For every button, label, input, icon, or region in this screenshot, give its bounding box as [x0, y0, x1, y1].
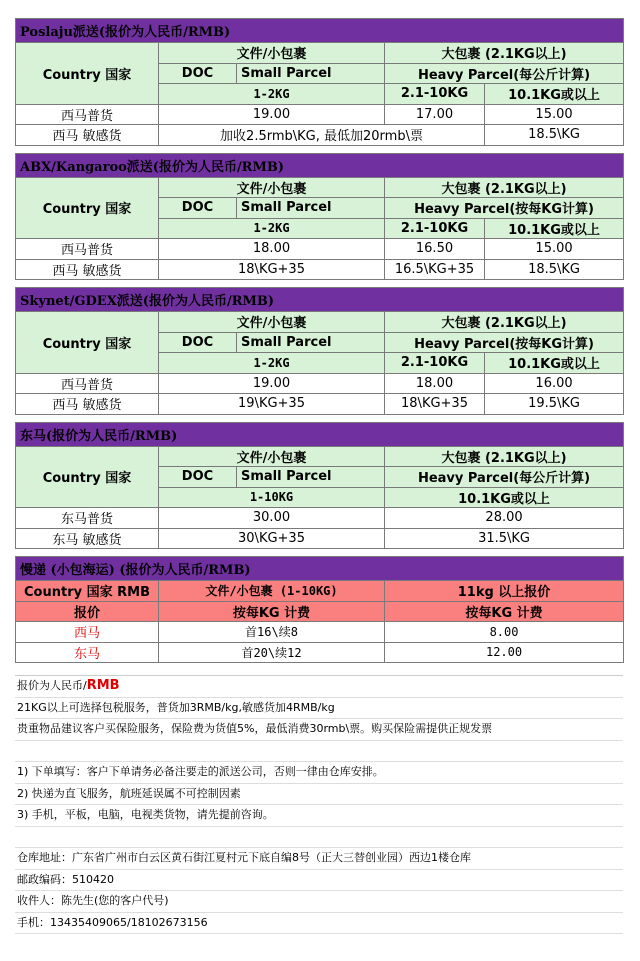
- group1-header: 文件/小包裹 (1-10KG): [159, 581, 385, 602]
- price-cell: 15.00: [485, 239, 624, 260]
- price-cell: 18\KG+35: [385, 394, 485, 415]
- price-cell: 30\KG+35: [159, 528, 385, 549]
- notes-block: [15, 675, 623, 934]
- row-country: 西马 敏感货: [16, 259, 159, 280]
- row-country: 西马普货: [16, 373, 159, 394]
- section-header: [16, 153, 624, 177]
- country-header: Country 国家: [16, 177, 159, 239]
- doc-header: DOC: [159, 332, 237, 353]
- note-line: 1) 下单填写：客户下单请务必备注要走的派送公司，否则一律由仓库安排。: [15, 762, 623, 784]
- header-row: [16, 601, 624, 622]
- group2-header: 大包裹 (2.1KG以上): [385, 312, 624, 333]
- table-row: [16, 528, 624, 549]
- section-title: ABX/Kangaroo派送(报价为人民币/RMB): [16, 153, 624, 177]
- doc-header: DOC: [159, 198, 237, 219]
- note-line: [15, 827, 623, 849]
- section-spacer: [16, 549, 624, 557]
- group1-subheader: 按每KG 计费: [159, 601, 385, 622]
- table-row: [16, 125, 624, 146]
- table-cell: [16, 549, 624, 557]
- table-row: [16, 104, 624, 125]
- table-row: [16, 508, 624, 529]
- section-title: Skynet/GDEX派送(报价为人民币/RMB): [16, 288, 624, 312]
- price-cell: 31.5\KG: [385, 528, 624, 549]
- section-title: 慢递 (小包海运) (报价为人民币/RMB): [16, 557, 624, 581]
- group2-subheader: 按每KG 计费: [385, 601, 624, 622]
- group2-header: 大包裹 (2.1KG以上): [385, 446, 624, 467]
- table-row: [16, 259, 624, 280]
- section-spacer: [16, 414, 624, 422]
- section-header: [16, 557, 624, 581]
- price-cell: 15.00: [485, 104, 624, 125]
- section-header: [16, 422, 624, 446]
- weight-range-header: 2.1-10KG: [385, 353, 485, 374]
- price-cell: 18.00: [159, 239, 385, 260]
- price-cell: 30.00: [159, 508, 385, 529]
- note-line: 手机：13435409065/18102673156: [15, 913, 623, 935]
- row-country: 西马 敏感货: [16, 394, 159, 415]
- heavy-parcel-header: Heavy Parcel(按每KG计算): [385, 198, 624, 219]
- section-spacer: [16, 145, 624, 153]
- group1-header: 文件/小包裹: [159, 312, 385, 333]
- header-row: [16, 581, 624, 602]
- weight-range-header: 2.1-10KG: [385, 218, 485, 239]
- heavy-parcel-header: Heavy Parcel(每公斤计算): [385, 467, 624, 488]
- header-row: [16, 312, 624, 333]
- table-cell: [16, 414, 624, 422]
- table-row: [16, 394, 624, 415]
- row-country: 西马 敏感货: [16, 125, 159, 146]
- row-country: 西马普货: [16, 239, 159, 260]
- weight-range-header: 1-2KG: [159, 84, 385, 105]
- header-row: [16, 446, 624, 467]
- row-country: 西马普货: [16, 104, 159, 125]
- note-line: 2) 快递为直飞服务，航班延误属不可控制因素: [15, 784, 623, 806]
- weight-range-header: 2.1-10KG: [385, 84, 485, 105]
- currency-rmb: RMB: [86, 678, 120, 693]
- price-cell: 28.00: [385, 508, 624, 529]
- country-header: Country 国家: [16, 43, 159, 105]
- rate-table: [15, 18, 624, 663]
- note-line: [15, 741, 623, 763]
- price-cell: 18.5\KG: [485, 125, 624, 146]
- price-header: 报价: [16, 601, 159, 622]
- doc-header: DOC: [159, 467, 237, 488]
- small-parcel-header: Small Parcel: [237, 198, 385, 219]
- price-cell: 19.00: [159, 373, 385, 394]
- weight-range-header: 10.1KG或以上: [385, 487, 624, 508]
- note-line: 21KG以上可选择包税服务，普货加3RMB/kg,敏感货加4RMB/kg: [15, 698, 623, 720]
- country-header: Country 国家: [16, 446, 159, 508]
- price-cell: 8.00: [385, 622, 624, 643]
- row-country: 东马普货: [16, 508, 159, 529]
- section-spacer: [16, 280, 624, 288]
- header-row: [16, 43, 624, 64]
- weight-range-header: 1-2KG: [159, 353, 385, 374]
- weight-range-header: 1-10KG: [159, 487, 385, 508]
- weight-range-header: 1-2KG: [159, 218, 385, 239]
- weight-range-header: 10.1KG或以上: [485, 353, 624, 374]
- group1-header: 文件/小包裹: [159, 446, 385, 467]
- group1-header: 文件/小包裹: [159, 43, 385, 64]
- doc-header: DOC: [159, 63, 237, 84]
- row-country: 西马: [16, 622, 159, 643]
- price-cell: 加收2.5rmb\KG, 最低加20rmb\票: [159, 125, 485, 146]
- group2-header: 大包裹 (2.1KG以上): [385, 43, 624, 64]
- price-cell: 首16\续8: [159, 622, 385, 643]
- currency-note: [15, 676, 623, 698]
- table-row: [16, 622, 624, 643]
- price-cell: 19.5\KG: [485, 394, 624, 415]
- price-sheet: [15, 18, 623, 934]
- section-header: [16, 19, 624, 43]
- small-parcel-header: Small Parcel: [237, 332, 385, 353]
- note-line: 贵重物品建议客户买保险服务，保险费为货值5%，最低消费30rmb\票。购买保险需提供正规发票: [15, 719, 623, 741]
- currency-note-text: 报价为人民币/: [17, 679, 87, 692]
- table-row: [16, 373, 624, 394]
- group1-header: 文件/小包裹: [159, 177, 385, 198]
- small-parcel-header: Small Parcel: [237, 467, 385, 488]
- price-cell: 16.00: [485, 373, 624, 394]
- table-row: [16, 642, 624, 663]
- price-cell: 16.5\KG+35: [385, 259, 485, 280]
- group2-header: 11kg 以上报价: [385, 581, 624, 602]
- row-country: 东马 敏感货: [16, 528, 159, 549]
- price-cell: 首20\续12: [159, 642, 385, 663]
- note-line: 收件人：陈先生(您的客户代号): [15, 891, 623, 913]
- header-row: [16, 177, 624, 198]
- row-country: 东马: [16, 642, 159, 663]
- weight-range-header: 10.1KG或以上: [485, 218, 624, 239]
- price-cell: 16.50: [385, 239, 485, 260]
- section-title: Poslaju派送(报价为人民币/RMB): [16, 19, 624, 43]
- note-line: 3) 手机，平板，电脑，电视类货物，请先提前咨询。: [15, 805, 623, 827]
- section-header: [16, 288, 624, 312]
- price-cell: 18.5\KG: [485, 259, 624, 280]
- small-parcel-header: Small Parcel: [237, 63, 385, 84]
- price-cell: 19.00: [159, 104, 385, 125]
- table-row: [16, 239, 624, 260]
- country-header: Country 国家: [16, 312, 159, 374]
- group2-header: 大包裹 (2.1KG以上): [385, 177, 624, 198]
- note-line: 邮政编码：510420: [15, 870, 623, 892]
- table-cell: [16, 280, 624, 288]
- note-line: 仓库地址：广东省广州市白云区黄石街江夏村元下底自编8号（正大三替创业园）西边1楼仓库: [15, 848, 623, 870]
- heavy-parcel-header: Heavy Parcel(按每KG计算): [385, 332, 624, 353]
- price-cell: 18\KG+35: [159, 259, 385, 280]
- country-header: Country 国家 RMB: [16, 581, 159, 602]
- price-cell: 17.00: [385, 104, 485, 125]
- weight-range-header: 10.1KG或以上: [485, 84, 624, 105]
- price-cell: 19\KG+35: [159, 394, 385, 415]
- section-title: 东马(报价为人民币/RMB): [16, 422, 624, 446]
- price-cell: 12.00: [385, 642, 624, 663]
- heavy-parcel-header: Heavy Parcel(每公斤计算): [385, 63, 624, 84]
- price-cell: 18.00: [385, 373, 485, 394]
- table-cell: [16, 145, 624, 153]
